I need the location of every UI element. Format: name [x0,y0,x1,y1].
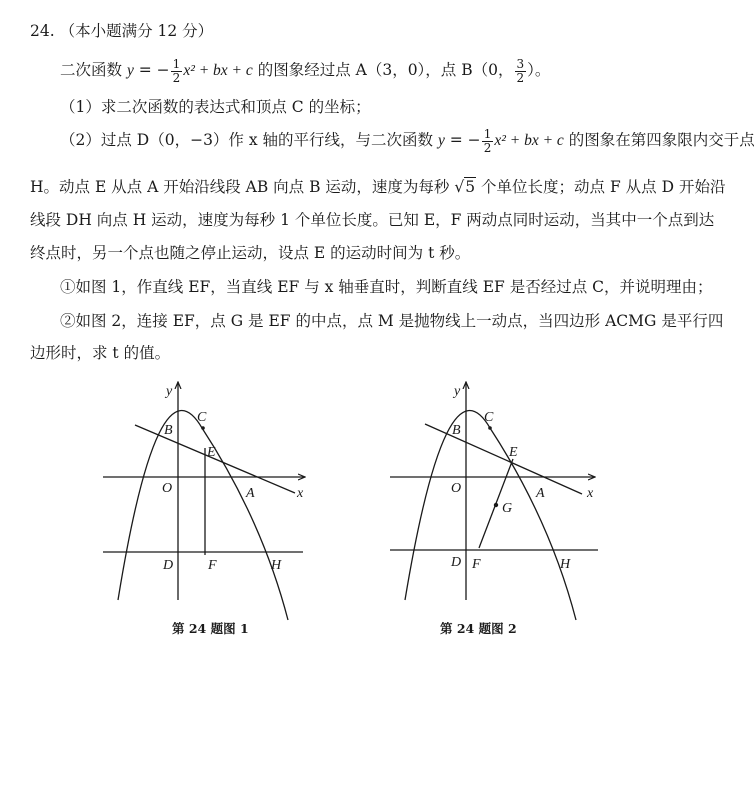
label-b: B [164,423,173,438]
figure-2-graph [390,382,598,620]
label-d: D [163,558,174,573]
label-a: A [536,486,545,501]
label-o: O [162,481,173,496]
figure-1-caption: 第 24 题图 1 [172,621,249,636]
parabola [405,411,576,620]
segment-ef [479,459,513,548]
figure-2-caption: 第 24 题图 2 [440,621,517,636]
part2-line4: 终点时，另一个点也随之停止运动，设点 E 的运动时间为 t 秒。 [30,244,471,262]
line-ab [135,425,295,493]
point-c [488,426,492,430]
label-c: C [197,410,207,425]
label-h: H [271,558,282,573]
sub-question-2-line1: ②如图 2，连接 EF，点 G 是 EF 的中点，点 M 是抛物线上一动点，当四边形 ACMG 是平行四 [60,312,724,330]
parabola [118,411,288,620]
fraction-half: $\frac{1}{2}$ [172,57,181,85]
label-y: y [454,384,461,399]
label-f: F [208,558,217,573]
question-score: （本小题满分 12 分） [59,22,214,40]
point-c [201,426,205,430]
part2-line1: （2）过点 D（0，−3）作 x 轴的平行线，与二次函数 y = − $\frac{1}{2}$ x² + bx + c 的图象在第四象限内交于点 [60,127,755,155]
part2-line2: H。动点 E 从点 A 开始沿线段 AB 向点 B 运动，速度为每秒 √5 个单位长度；动点 F 从点 D 开始沿 [30,178,726,196]
part1-text: （1）求二次函数的表达式和顶点 C 的坐标； [60,98,371,116]
label-h: H [560,557,571,572]
label-a: A [246,486,255,501]
label-x: x [297,486,304,501]
label-e: E [509,445,518,460]
figure-1-graph [103,382,305,620]
intro-line: 二次函数 y = − $\frac{1}{2}$ x² + bx + c 的图象经过点 A（3，0），点 B（0， $\frac{3}{2}$ ）。 [60,57,551,85]
label-d: D [451,555,462,570]
fraction-three-halves: $\frac{3}{2}$ [516,57,525,85]
label-b: B [452,423,461,438]
label-c: C [484,410,494,425]
label-y: y [166,384,173,399]
label-f: F [472,557,481,572]
line-ab [425,424,582,494]
sub-question-1: ①如图 1，作直线 EF，当直线 EF 与 x 轴垂直时，判断直线 EF 是否经过点 C，并说明理由； [60,278,713,296]
label-e: E [207,445,216,460]
sub-question-2-line2: 边形时，求 t 的值。 [30,344,171,362]
part2-line3: 线段 DH 向点 H 运动，速度为每秒 1 个单位长度。已知 E，F 两动点同时运动，当其中一个点到达 [30,211,715,229]
label-o: O [451,481,462,496]
point-g [494,503,498,507]
label-x: x [587,486,594,501]
fraction-half-2: $\frac{1}{2}$ [483,127,492,155]
question-number: 24. [30,22,55,40]
question-header [30,22,213,41]
label-g: G [502,501,513,516]
